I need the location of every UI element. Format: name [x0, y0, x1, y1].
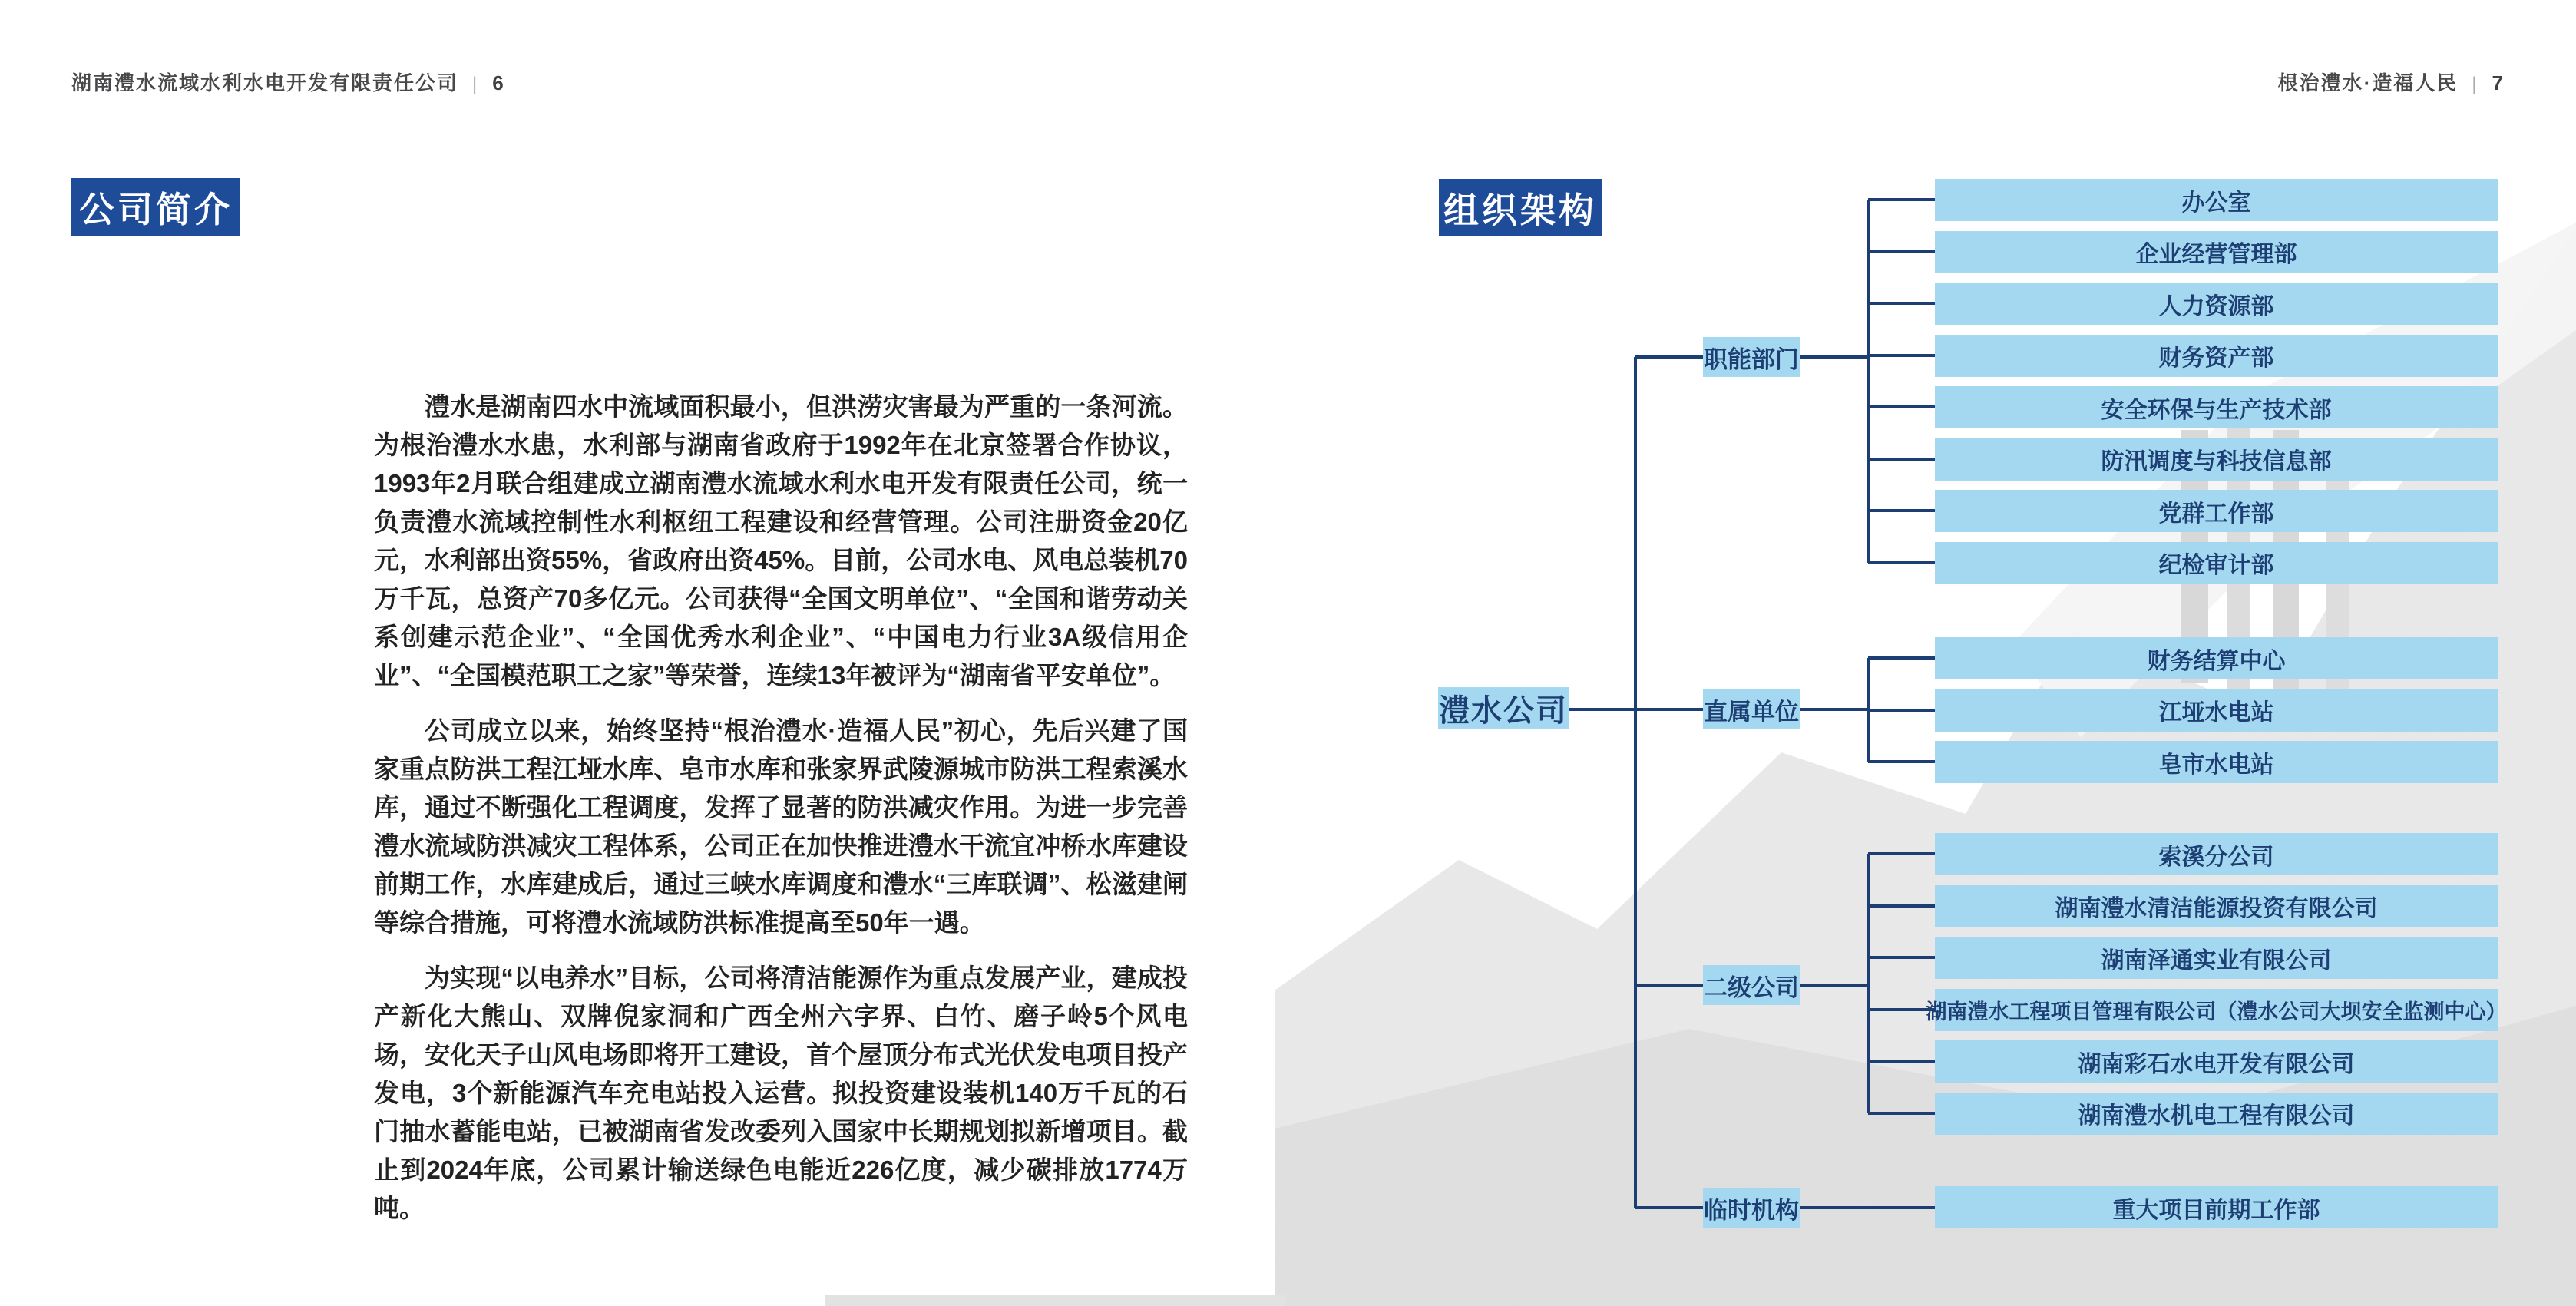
slogan: 根治澧水·造福人民 [2277, 71, 2459, 94]
org-child-box [1935, 335, 2498, 377]
org-child-label: 湖南澧水机电工程有限公司 [2078, 1103, 2355, 1129]
org-child-label: 财务结算中心 [2147, 648, 2286, 674]
org-child-label: 财务资产部 [2158, 346, 2274, 371]
org-child-box [1935, 885, 2498, 927]
org-child-box [1935, 542, 2498, 584]
paragraph: 澧水是湖南四水中流域面积最小，但洪涝灾害最为严重的一条河流。为根治澧水水患，水利部与湖南省政府于1992年在北京签署合作协议，1993年2月联合组建成立湖南澧水流域水利水电开发有限责任公司，统一负责澧水流域控制性水利枢纽工程建设和经营管理。公司注册资金20亿元，水利部出资55%，省政府出资45%。目前，公司水电、风电总装机70万千瓦，总资产70多亿元。公司获得“全国文明单位”、“全国和谐劳动关系创建示范企业”、“全国优秀水利企业”、“中国电力行业3A级信用企业”、“全国模范职工之家”等荣誉，连续13年被评为“湖南省平安单位”。 [374, 392, 1188, 689]
org-category-temporary-bodies [1703, 1188, 1800, 1228]
org-group-subsidiaries [1926, 833, 2507, 1135]
company-profile-text [374, 388, 1188, 1245]
org-child-box [1935, 283, 2498, 325]
paragraph: 为实现“以电养水”目标，公司将清洁能源作为重点发展产业，建成投产新化大熊山、双牌倪家洞和广西全州六字界、白竹、磨子岭5个风电场，安化天子山风电场即将开工建设，首个屋顶分布式光伏发电项目投产发电，3个新能源汽车充电站投入运营。拟投资建设装机140万千瓦的石门抽水蓄能电站，已被湖南省发改委列入国家中长期规划拟新增项目。截止到2024年底，公司累计输送绿色电能近226亿度，减少碳排放1774万吨。 [374, 964, 1188, 1222]
org-child-label: 人力资源部 [2158, 293, 2274, 319]
org-group-direct-units [1935, 637, 2498, 783]
org-category-functional-depts [1703, 337, 1800, 377]
org-child-box [1935, 689, 2498, 732]
org-root-node [1438, 687, 1569, 729]
org-child-box [1935, 438, 2498, 481]
org-child-label: 皂市水电站 [2158, 752, 2274, 778]
org-child-label: 湖南泽通实业有限公司 [2101, 947, 2332, 974]
org-child-box [1935, 231, 2498, 273]
org-child-label: 重大项目前期工作部 [2112, 1197, 2320, 1223]
org-child-box [1935, 1186, 2498, 1228]
org-category-label: 直属单位 [1704, 698, 1799, 726]
org-child-label: 企业经营管理部 [2135, 242, 2297, 267]
org-child-box [1935, 741, 2498, 783]
org-child-box [1935, 637, 2498, 679]
section-title-company-profile [71, 178, 240, 236]
paragraph: 公司成立以来，始终坚持“根治澧水·造福人民”初心，先后兴建了国家重点防洪工程江垭水库、皂市水库和张家界武陵源城市防洪工程索溪水库，通过不断强化工程调度，发挥了显著的防洪减灾作用。为进一步完善澧水流域防洪减灾工程体系，公司正在加快推进澧水干流宜冲桥水库建设前期工作，水库建成后，通过三峡水库调度和澧水“三库联调”、松滋建闸等综合措施，可将澧水流域防洪标准提高至50年一遇。 [374, 716, 1188, 937]
org-child-label: 索溪分公司 [2158, 844, 2274, 870]
org-child-label: 湖南彩石水电开发有限公司 [2078, 1051, 2355, 1077]
org-child-box [1935, 179, 2498, 221]
org-child-label: 湖南澧水清洁能源投资有限公司 [2055, 896, 2378, 921]
company-name: 湖南澧水流域水利水电开发有限责任公司 [71, 71, 459, 94]
header-separator: | [472, 74, 479, 94]
org-group-functional-depts [1935, 179, 2498, 584]
org-child-label: 纪检审计部 [2158, 553, 2274, 578]
org-child-label: 安全环保与生产技术部 [2101, 397, 2332, 423]
header-separator: | [2472, 74, 2478, 94]
page-number-left: 6 [492, 71, 505, 94]
org-child-box [1926, 989, 2507, 1031]
org-category-subsidiaries [1703, 965, 1800, 1005]
org-category-direct-units [1703, 689, 1800, 729]
org-child-label: 党群工作部 [2158, 501, 2274, 527]
org-child-box [1935, 1040, 2498, 1083]
org-root-label: 澧水公司 [1439, 694, 1568, 728]
org-child-label: 江垭水电站 [2158, 700, 2274, 726]
org-child-box [1935, 1093, 2498, 1135]
org-category-label: 二级公司 [1704, 974, 1799, 1001]
org-group-temporary-bodies [1935, 1186, 2498, 1228]
org-child-label: 防汛调度与科技信息部 [2101, 449, 2332, 474]
section-title-label: 公司简介 [79, 190, 233, 230]
section-title-org-structure [1439, 179, 1602, 236]
running-head-right [2278, 68, 2505, 96]
org-child-box [1935, 833, 2498, 875]
org-child-label: 办公室 [2181, 190, 2251, 216]
org-category-label: 职能部门 [1704, 346, 1799, 373]
org-category-label: 临时机构 [1704, 1196, 1799, 1224]
org-child-box [1935, 490, 2498, 532]
org-child-box [1935, 937, 2498, 979]
org-child-label: 湖南澧水工程项目管理有限公司（澧水公司大坝安全监测中心） [1926, 1000, 2507, 1023]
org-child-box [1935, 386, 2498, 428]
section-title-label: 组织架构 [1443, 190, 1597, 230]
running-head-left [71, 68, 505, 96]
page-number-right: 7 [2492, 71, 2505, 94]
